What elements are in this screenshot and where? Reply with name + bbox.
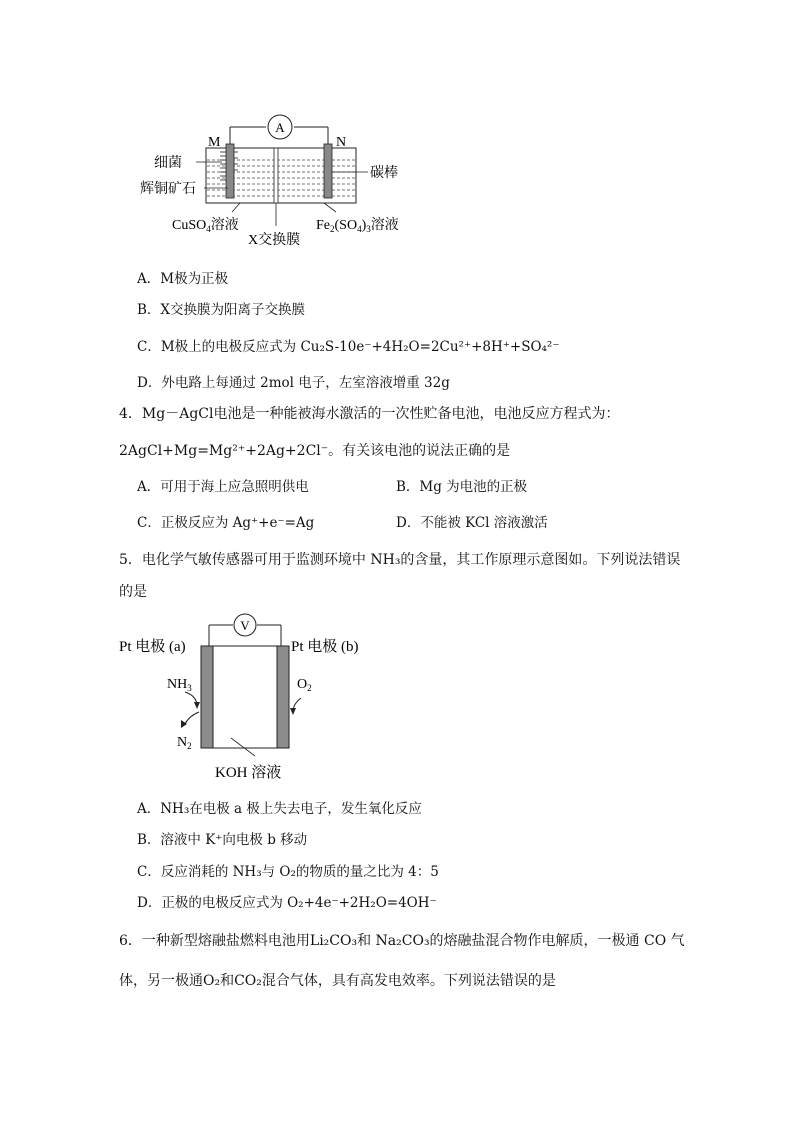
label-electrode-b: Pt 电极 (b) xyxy=(291,639,359,655)
q5-option-b: B．溶液中 K⁺向电极 b 移动 xyxy=(137,832,308,848)
n2-arrow-icon xyxy=(185,712,199,724)
voltmeter-label: V xyxy=(240,618,250,633)
label-koh: KOH 溶液 xyxy=(215,765,282,781)
label-ore: 辉铜矿石 xyxy=(140,182,196,197)
x-membrane xyxy=(274,148,278,203)
q6-stem-line1: 6．一种新型熔融盐燃料电池用Li₂CO₃和 Na₂CO₃的熔融盐混合物作电解质，一极通 CO 气 xyxy=(119,933,685,949)
label-n: N xyxy=(336,135,347,150)
electrode-b xyxy=(277,646,289,748)
ammeter-label: A xyxy=(275,120,285,135)
q5-option-a: A．NH₃在电极 a 极上失去电子，发生氧化反应 xyxy=(137,801,422,817)
figure-cell-diagram xyxy=(140,108,420,248)
label-o2: $O_2$ xyxy=(297,677,312,693)
label-nh3: $NH_3$ xyxy=(167,677,192,693)
q3-option-c: C．M极上的电极反应式为 Cu₂S-10e⁻+4H₂O=2Cu²⁺+8H⁺+SO₄²⁻ xyxy=(137,339,560,355)
q5-option-d: D．正极的电极反应式为 O₂+4e⁻+2H₂O=4OH⁻ xyxy=(137,895,437,911)
label-m: M xyxy=(208,135,221,150)
q4-option-c: C．正极反应为 Ag⁺+e⁻=Ag xyxy=(137,515,315,531)
q3-option-d: D．外电路上每通过 2mol 电子，左室溶液增重 32g xyxy=(137,375,450,391)
q5-stem-line1: 5．电化学气敏传感器可用于监测环境中 NH₃的含量，其工作原理示意图如。下列说法错误 xyxy=(119,552,681,568)
figure-gas-sensor xyxy=(115,612,385,784)
q4-stem-line2: 2AgCl+Mg=Mg²⁺+2Ag+2Cl⁻。有关该电池的说法正确的是 xyxy=(119,443,511,459)
q5-option-c: C．反应消耗的 NH₃与 O₂的物质的量之比为 4：5 xyxy=(137,864,439,880)
sensor-container xyxy=(213,646,277,748)
label-n2: $N_2$ xyxy=(177,735,192,751)
electrode-n xyxy=(324,144,332,198)
q4-option-d: D．不能被 KCl 溶液激活 xyxy=(396,515,548,531)
label-electrode-a: Pt 电极 (a) xyxy=(119,639,186,655)
electrode-m xyxy=(226,144,234,198)
label-membrane: X交换膜 xyxy=(248,233,301,248)
q4-stem-line1: 4．Mg－AgCl电池是一种能被海水激活的一次性贮备电池，电池反应方程式为： xyxy=(119,406,620,422)
label-cuso4: CuSO$_4$溶液 xyxy=(172,218,239,234)
q4-option-a: A．可用于海上应急照明供电 xyxy=(137,479,309,495)
q6-stem-line2: 体，另一极通O₂和CO₂混合气体，具有高发电效率。下列说法错误的是 xyxy=(119,973,556,989)
label-carbon-rod: 碳棒 xyxy=(370,166,398,181)
q3-option-a: A．M极为正极 xyxy=(137,271,229,287)
q3-option-b: B．X交换膜为阳离子交换膜 xyxy=(137,302,306,318)
label-fe2so43: $Fe_2(SO_4)_3$溶液 xyxy=(316,218,399,234)
q5-stem-line2: 的是 xyxy=(119,584,147,600)
q4-option-b: B．Mg 为电池的正极 xyxy=(396,479,528,495)
label-bacteria: 细菌 xyxy=(154,156,182,171)
electrode-a xyxy=(201,646,213,748)
